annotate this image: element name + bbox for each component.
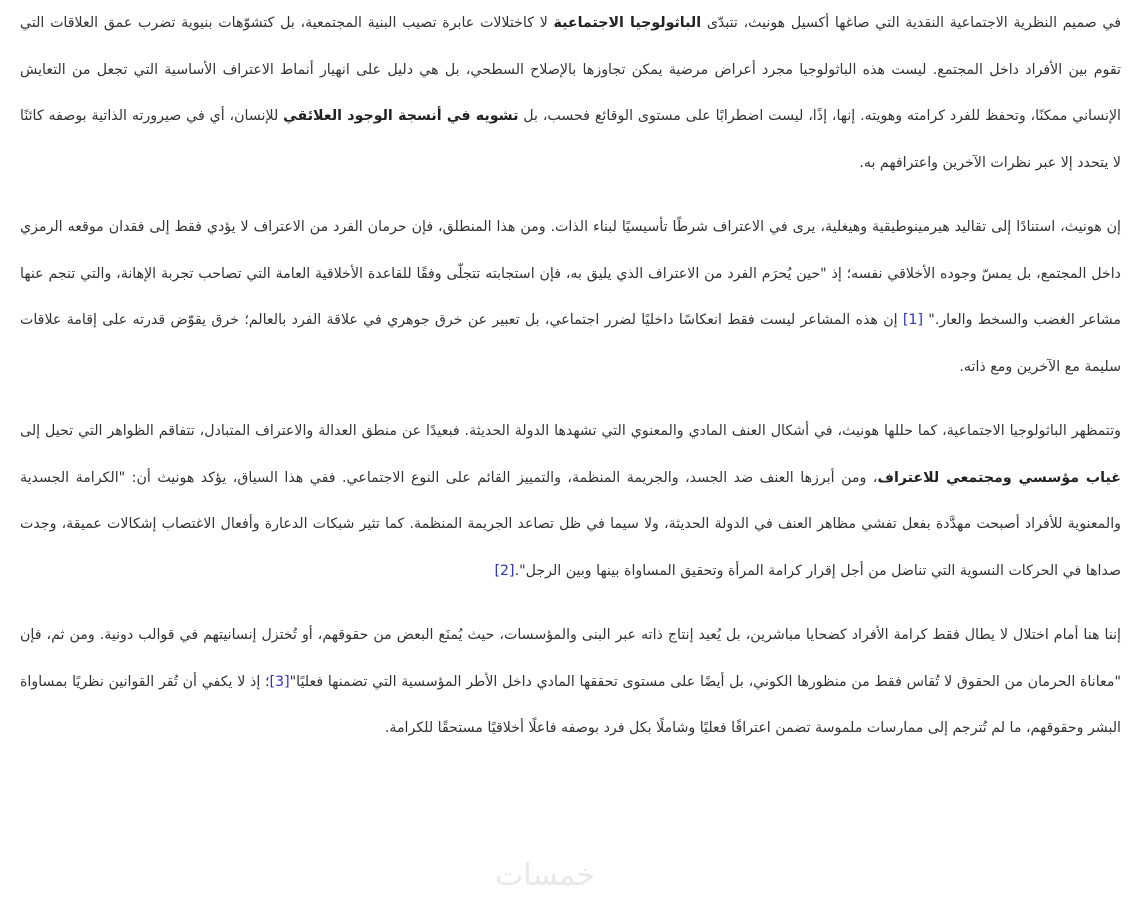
bold-phrase: الباثولوجيا الاجتماعية	[553, 15, 702, 31]
paragraph-text: إن هذه المشاعر ليست فقط انعكاسًا داخليًا لضرر اجتماعي، بل تعبير عن خرق جوهري في علاقة الفرد بالعالم؛ خرق يقوّض قدرته على إقامة علاقات سليمة مع الآخرين ومع ذاته.	[20, 312, 1121, 375]
footnote-link-1[interactable]: [1]	[902, 312, 923, 328]
paragraph-text: إننا هنا أمام اختلال لا يطال فقط كرامة الأفراد كضحايا مباشرين، بل يُعيد إنتاج ذاته عبر البنى والمؤسسات، حيث يُمنَع البعض من حقوقهم، أو تُختزل إنسانيتهم في قوالب دونية. ومن ثم، فإن "معاناة الحرمان من الحقوق لا تُقاس فقط من منظورها الكوني، بل أيضًا على مستوى تحققها المادي داخل الأطر المؤسسية التي تضمنها فعليًا"	[20, 627, 1121, 690]
paragraph-text: لا كاختلالات عابرة تصيب البنية المجتمعية، بل كتشوّهات بنيوية تضرب عمق العلاقات التي تقوم بين الأفراد داخل المجتمع. ليست هذه الباثولوجيا مجرد أعراض مرضية يمكن تجاوزها بالإصلاح السطحي، بل هي دليل على انهيار أنماط الاعتراف الأساسية التي تجعل من التعايش الإنساني ممكنًا، وتحفظ للفرد كرامته وهويته. إنها، إذًا، ليست اضطرابًا على مستوى الوقائع فحسب، بل	[20, 15, 1121, 124]
paragraph-text: ؛ إذ لا يكفي أن تُقر القوانين نظريًا بمساواة البشر وحقوقهم، ما لم تُترجم إلى ممارسات ملموسة تضمن اعترافًا فعليًا وشاملًا بكل فرد بوصفه فاعلًا أخلاقيًا مستحقًا للكرامة.	[20, 673, 1121, 736]
site-watermark: خمسات	[495, 858, 596, 893]
bold-phrase: تشويه في أنسجة الوجود العلائقي	[283, 108, 519, 124]
paragraph-text: وتتمظهر الباثولوجيا الاجتماعية، كما حللها هونيث، في أشكال العنف المادي والمعنوي التي تشهدها الدولة الحديثة. فبعيدًا عن منطق العدالة والاعتراف المتبادل، تتفاقم الظواهر التي تحيل إلى	[20, 423, 1121, 439]
paragraph-text: في صميم النظرية الاجتماعية النقدية التي صاغها أكسيل هونيث، تتبدّى	[701, 15, 1122, 31]
paragraph-4	[20, 612, 1121, 752]
paragraph-2	[20, 204, 1121, 390]
paragraph-3	[20, 408, 1121, 594]
bold-phrase: غياب مؤسسي ومجتمعي للاعتراف	[877, 469, 1121, 486]
paragraph-1	[20, 0, 1121, 186]
footnote-link-3[interactable]: [3]	[269, 673, 290, 690]
footnote-link-2[interactable]: [2]	[494, 562, 515, 579]
paragraph-text: إن هونيث، استنادًا إلى تقاليد هيرمينوطيقية وهيغلية، يرى في الاعتراف شرطًا تأسيسيًا لبناء الذات. ومن هذا المنطلق، فإن حرمان الفرد من الاعتراف لا يؤدي فقط إلى فقدان موقعه الرمزي داخل المجتمع، بل يمسّ وجوده الأخلاقي نفسه؛ إذ "حين يُحرَم الفرد من الاعتراف الذي يليق به، فإن استجابته تتجلّى وفقًا للقاعدة الأخلاقية العامة التي تصاحب تجربة الإهانة، والتي تنجم عنها مشاعر الغضب والسخط والعار."	[20, 219, 1121, 328]
paragraph-text: ، ومن أبرزها العنف ضد الجسد، والجريمة المنظمة، والتمييز القائم على النوع الاجتماعي. ففي هذا السياق، يؤكد هونيث أن: "الكرامة الجسدية والمعنوية للأفراد أصبحت مهدَّدة بفعل تفشي مظاهر العنف في الدولة الحديثة، ولا سيما في ظل تصاعد الجريمة المنظمة. كما تثير شبكات الدعارة وأفعال الاغتصاب إشكالات عميقة، وجدت صداها في الحركات النسوية التي تناضل من أجل إقرار كرامة المرأة وتحقيق المساواة بينها وبين الرجل".	[20, 469, 1121, 579]
paragraph-text: للإنسان، أي في صيرورته الذاتية بوصفه كائنًا لا يتحدد إلا عبر نظرات الآخرين واعترافهم به.	[20, 108, 1121, 171]
